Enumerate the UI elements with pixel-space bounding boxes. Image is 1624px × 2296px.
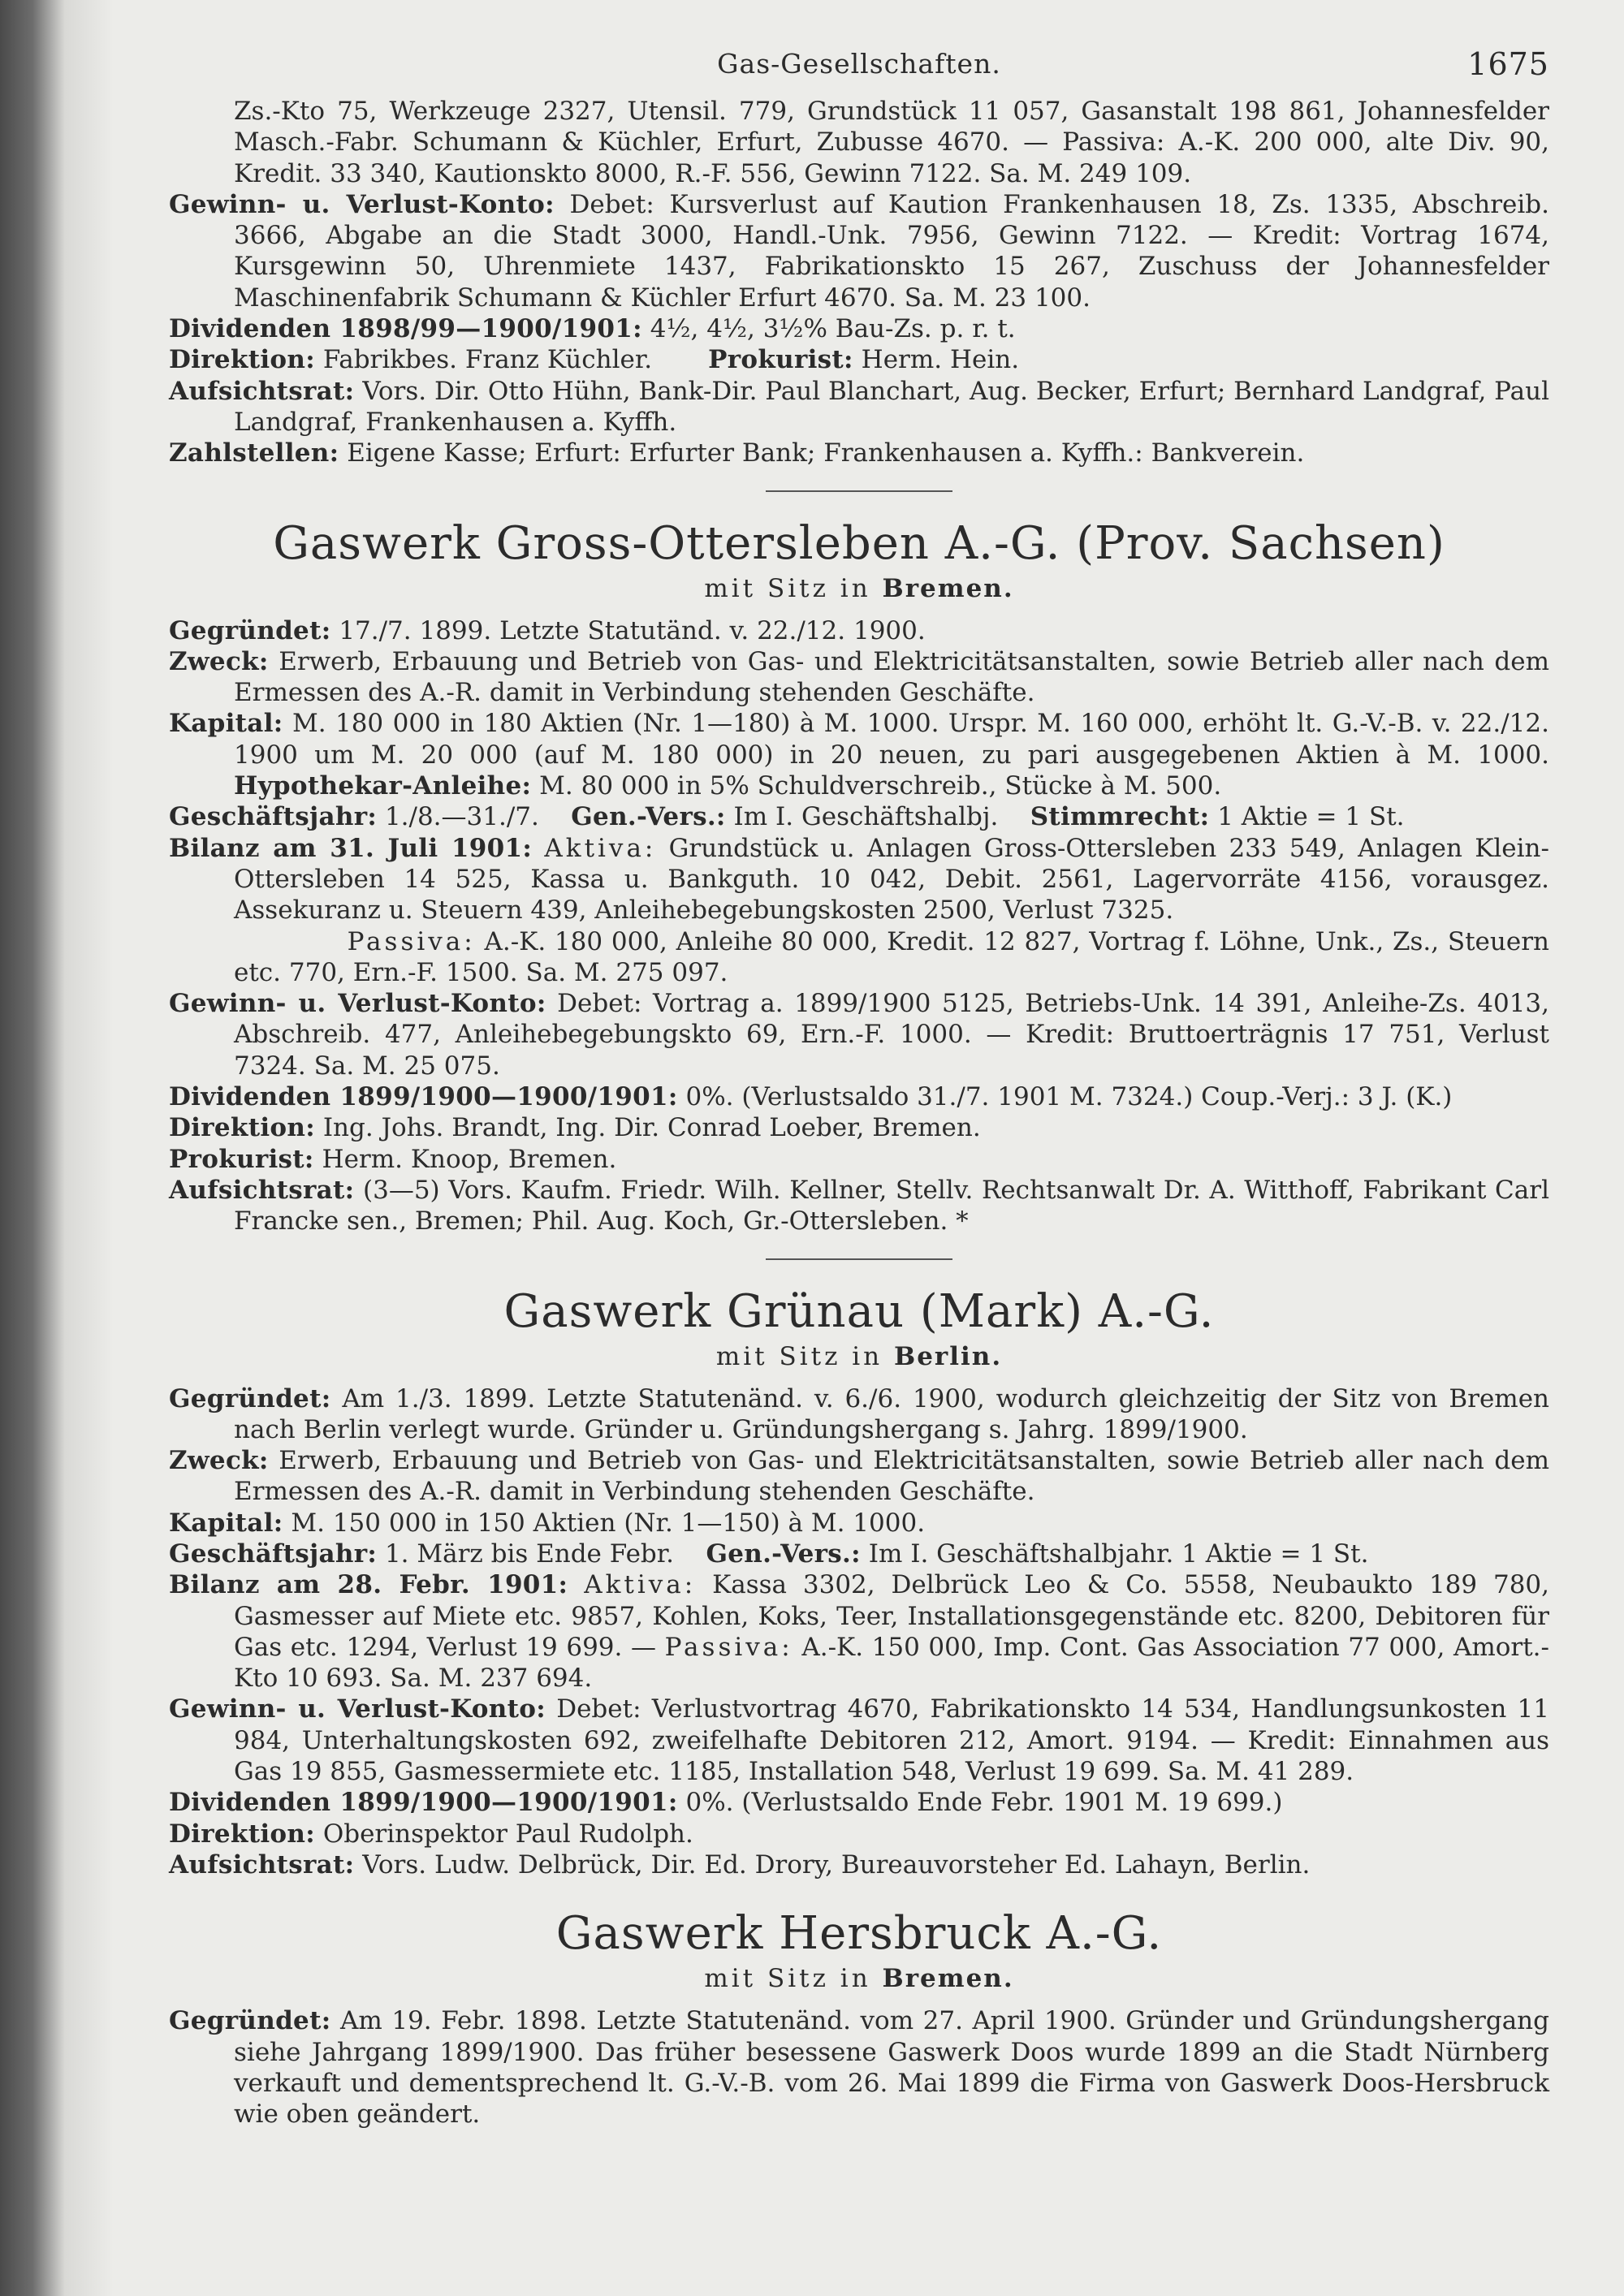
label: Geschäftsjahr: xyxy=(169,1539,378,1569)
section-divider xyxy=(766,490,952,492)
running-title: Gas-Gesellschaften. xyxy=(717,48,1001,80)
value: Erwerb, Erbauung und Betrieb von Gas- und Elektricitätsanstalten, sowie Betrieb aller nach dem Ermessen des A.-R. damit in Verbindung stehenden Geschäfte. xyxy=(234,646,1549,708)
value: M. 150 000 in 150 Aktien (Nr. 1—150) à M. 1000. xyxy=(291,1508,926,1538)
value: 1./8.—31./7. xyxy=(384,802,539,832)
value: 1. März bis Ende Febr. xyxy=(384,1539,675,1569)
label: Gewinn- u. Verlust-Konto: xyxy=(169,989,546,1019)
value: Im I. Geschäftshalbjahr. 1 Aktie = 1 St. xyxy=(868,1539,1369,1569)
aktiva-label: Aktiva: xyxy=(584,1570,697,1600)
seat-prefix: mit Sitz in xyxy=(715,1341,883,1371)
label: Prokurist: xyxy=(169,1144,314,1174)
gv-entry-prev xyxy=(169,189,1549,313)
value: Oberinspektor Paul Rudolph. xyxy=(322,1819,693,1849)
seat-city: Berlin. xyxy=(894,1341,1003,1371)
value: Debet: Verlustvortrag 4670, Fabrikationskto 14 534, Handlungsunkosten 11 984, Unterhaltungskosten 692, zweifelhafte Debitoren 212, Amort. 9194. — Kredit: Einnahmen aus Gas 19 855, Gasmessermiete etc. 1185, Installation 548, Verlust 19 699. Sa. M. 41 289. xyxy=(234,1694,1550,1787)
value: Ing. Johs. Brandt, Ing. Dir. Conrad Loeber, Bremen. xyxy=(322,1113,981,1143)
value: Fabrikbes. Franz Küchler. xyxy=(322,345,653,375)
label: Prokurist: xyxy=(708,345,853,375)
label: Gen.-Vers.: xyxy=(706,1539,861,1569)
label: Hypothekar-Anleihe: xyxy=(234,771,532,801)
label: Direktion: xyxy=(169,1819,315,1849)
text-column xyxy=(169,46,1550,2130)
label: Gewinn- u. Verlust-Konto: xyxy=(169,189,555,219)
fiscal-year-entry xyxy=(169,801,1549,832)
label: Direktion: xyxy=(169,345,315,375)
value: Am 1./3. 1899. Letzte Statutenänd. v. 6./6. 1900, wodurch gleichzeitig der Sitz von Bremen nach Berlin verlegt wurde. Gründer u. Gründungshergang s. Jahrg. 1899/1900. xyxy=(234,1383,1550,1444)
direction-entry xyxy=(169,1112,1549,1143)
bilanz-continuation: Zs.-Kto 75, Werkzeuge 2327, Utensil. 779, Grundstück 11 057, Gasanstalt 198 861, Johannesfelder Masch.-Fabr. Schumann & Küchler, Erfurt, Zubusse 4670. — Passiva: A.-K. 200 000, alte Div. 90, Kredit. 33 340, Kautionskto 8000, R.-F. 556, Gewinn 7122. Sa. M. 249 109. xyxy=(234,97,1549,188)
label: Aufsichtsrat: xyxy=(169,1175,355,1205)
seat-city: Bremen. xyxy=(882,1964,1014,1994)
label: Gegründet: xyxy=(169,615,331,645)
passiva-label: Passiva: xyxy=(664,1632,793,1662)
board-entry xyxy=(169,1175,1549,1237)
paying-agents-entry-prev xyxy=(169,438,1549,468)
founded-entry xyxy=(169,615,1549,646)
passiva-label: Passiva: xyxy=(347,926,476,956)
value: A.-K. 180 000, Anleihe 80 000, Kredit. 12 827, Vortrag f. Löhne, Unk., Zs., Steuern etc. 770, Ern.-F. 1500. Sa. M. 275 097. xyxy=(234,926,1549,987)
value: Im I. Geschäftshalbj. xyxy=(733,802,999,832)
value: Kassa 3302, Delbrück Leo & Co. 5558, Neubaukto 189 780, Gasmesser auf Miete etc. 9857, Kohlen, Koks, Teer, Installationsgegenstände etc. 8200, Debitoren für Gas etc. 1294, Verlust 19 699. — xyxy=(234,1570,1550,1662)
founded-entry xyxy=(169,1383,1549,1446)
label: Aufsichtsrat: xyxy=(169,1849,355,1880)
company-title-gruenau: Gaswerk Grünau (Mark) A.-G. xyxy=(503,1284,1215,1338)
company-seat xyxy=(169,573,1549,604)
founded-entry xyxy=(169,2005,1549,2130)
value: 4½, 4½, 3½% Bau-Zs. p. r. t. xyxy=(650,314,1016,344)
label: Dividenden 1898/99—1900/1901: xyxy=(169,314,642,344)
value: Grundstück u. Anlagen Gross-Ottersleben 233 549, Anlagen Klein-Ottersleben 14 525, Kassa u. Bankguth. 10 042, Debit. 2561, Lagervorräte 4156, vorausgez. Assekuranz u. Steuern 439, Anleihebegebungskosten 2500, Verlust 7325. xyxy=(234,833,1549,926)
label: Zweck: xyxy=(169,646,269,676)
label: Dividenden 1899/1900—1900/1901: xyxy=(169,1082,678,1112)
board-entry xyxy=(169,1849,1549,1880)
value: A.-K. 150 000, Imp. Cont. Gas Association 77 000, Amort.-Kto 10 693. Sa. M. 237 694. xyxy=(234,1632,1549,1694)
dividends-entry-prev xyxy=(169,313,1549,344)
value: M. 180 000 in 180 Aktien (Nr. 1—180) à M. 1000. Urspr. M. 160 000, erhöht lt. G.-V.-B. v. 22./12. 1900 um M. 20 000 (auf M. 180 000) in 20 neuen, zu pari ausgegebenen Aktien à M. 1000. xyxy=(234,709,1549,770)
label: Gewinn- u. Verlust-Konto: xyxy=(169,1694,546,1724)
section-divider xyxy=(766,1258,952,1260)
value: Vors. Dir. Otto Hühn, Bank-Dir. Paul Blanchart, Aug. Becker, Erfurt; Bernhard Landgraf, Paul Landgraf, Frankenhausen a. Kyffh. xyxy=(234,376,1550,437)
seat-city: Bremen. xyxy=(882,573,1014,603)
value: 1 Aktie = 1 St. xyxy=(1217,802,1405,832)
value: Am 19. Febr. 1898. Letzte Statutenänd. vom 27. April 1900. Gründer und Gründungshergang siehe Jahrgang 1899/1900. Das früher besessene Gaswerk Doos wurde 1899 an die Stadt Nürnberg verkauft und dementsprechend lt. G.-V.-B. vom 26. Mai 1899 die Firma von Gaswerk Doos-Hersbruck wie oben geändert. xyxy=(234,2006,1549,2130)
value: Debet: Kursverlust auf Kaution Frankenhausen 18, Zs. 1335, Abschreib. 3666, Abgabe an die Stadt 3000, Handl.-Unk. 7956, Gewinn 7122. — Kredit: Vortrag 1674, Kursgewinn 50, Uhrenmiete 1437, Fabrikationskto 15 267, Zuschuss der Johannesfelder Maschinenfabrik Schumann & Küchler Erfurt 4670. Sa. M. 23 100. xyxy=(234,189,1549,313)
label: Stimmrecht: xyxy=(1030,802,1210,832)
label: Zahlstellen: xyxy=(169,438,339,468)
company-title-hersbruck: Gaswerk Hersbruck A.-G. xyxy=(555,1907,1163,1961)
value: Vors. Ludw. Delbrück, Dir. Ed. Drory, Bureauvorsteher Ed. Lahayn, Berlin. xyxy=(362,1849,1311,1880)
capital-entry xyxy=(169,1508,1549,1539)
label: Kapital: xyxy=(169,709,283,739)
label: Aufsichtsrat: xyxy=(169,376,355,406)
seat-prefix: mit Sitz in xyxy=(704,573,871,603)
value: M. 80 000 in 5% Schuldverschreib., Stücke à M. 500. xyxy=(539,771,1222,801)
procurator-entry xyxy=(169,1144,1549,1175)
value: Eigene Kasse; Erfurt: Erfurter Bank; Frankenhausen a. Kyffh.: Bankverein. xyxy=(347,438,1305,468)
fiscal-year-entry xyxy=(169,1539,1549,1569)
page-number: 1675 xyxy=(1467,46,1549,82)
label: Geschäftsjahr: xyxy=(169,802,378,832)
running-header xyxy=(169,46,1549,86)
value: Erwerb, Erbauung und Betrieb von Gas- und Elektricitätsanstalten, sowie Betrieb aller nach dem Ermessen des A.-R. damit in Verbindung stehenden Geschäfte. xyxy=(234,1446,1549,1507)
label: Gegründet: xyxy=(169,2006,331,2036)
gv-entry xyxy=(169,988,1549,1081)
label: Direktion: xyxy=(169,1113,315,1143)
aktiva-label: Aktiva: xyxy=(544,833,657,863)
label: Zweck: xyxy=(169,1446,269,1476)
label: Kapital: xyxy=(169,1508,283,1538)
label: Bilanz am 31. Juli 1901: xyxy=(169,833,533,863)
label: Dividenden 1899/1900—1900/1901: xyxy=(169,1788,678,1818)
dividends-entry xyxy=(169,1081,1549,1112)
company-title-gross-ottersleben: Gaswerk Gross-Ottersleben A.-G. (Prov. Sachsen) xyxy=(273,516,1445,570)
value: Herm. Hein. xyxy=(861,345,1020,375)
capital-entry xyxy=(169,708,1549,801)
spacer xyxy=(169,1880,1549,1908)
purpose-entry xyxy=(169,1445,1549,1508)
value: Herm. Knoop, Bremen. xyxy=(322,1144,617,1174)
label: Gegründet: xyxy=(169,1383,331,1413)
value: 0%. (Verlustsaldo 31./7. 1901 M. 7324.) Coup.-Verj.: 3 J. (K.) xyxy=(685,1082,1453,1112)
direction-entry-prev xyxy=(169,344,1549,375)
gv-entry xyxy=(169,1694,1549,1787)
purpose-entry xyxy=(169,646,1549,709)
company-seat xyxy=(169,1963,1549,1994)
balance-entry xyxy=(169,833,1549,988)
dividends-entry xyxy=(169,1787,1549,1818)
board-entry-prev xyxy=(169,376,1549,438)
label: Bilanz am 28. Febr. 1901: xyxy=(169,1570,568,1600)
value: 0%. (Verlustsaldo Ende Febr. 1901 M. 19 699.) xyxy=(685,1788,1283,1818)
company-seat xyxy=(169,1341,1549,1372)
value: Debet: Vortrag a. 1899/1900 5125, Betriebs-Unk. 14 391, Anleihe-Zs. 4013, Abschreib. 477, Anleihebegebungskto 69, Ern.-F. 1000. — Kredit: Bruttoerträgnis 17 751, Verlust 7324. Sa. M. 25 075. xyxy=(234,989,1549,1081)
balance-entry xyxy=(169,1569,1549,1694)
direction-entry xyxy=(169,1819,1549,1849)
seat-prefix: mit Sitz in xyxy=(704,1964,871,1994)
value: (3—5) Vors. Kaufm. Friedr. Wilh. Kellner, Stellv. Rechtsanwalt Dr. A. Witthoff, Fabrikant Carl Francke sen., Bremen; Phil. Aug. Koch, Gr.-Ottersleben. * xyxy=(234,1175,1549,1236)
label: Gen.-Vers.: xyxy=(571,802,726,832)
value: 17./7. 1899. Letzte Statutänd. v. 22./12. 1900. xyxy=(339,615,926,645)
